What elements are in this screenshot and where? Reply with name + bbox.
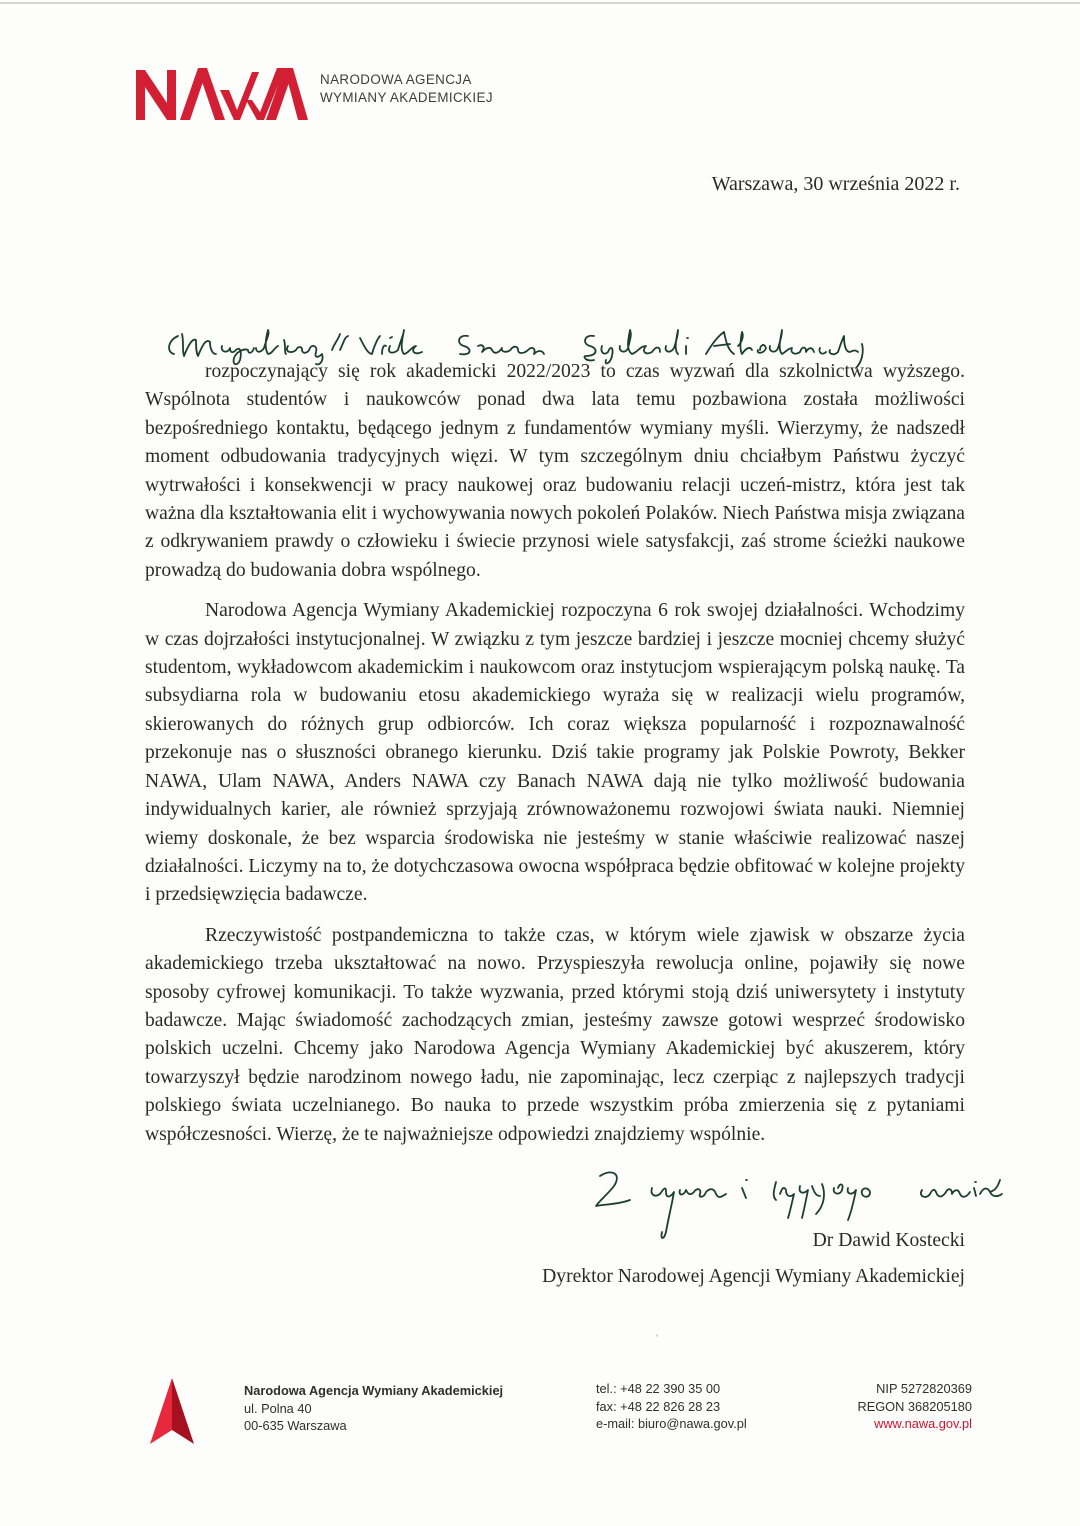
signer-name: Dr Dawid Kostecki [812, 1230, 965, 1251]
footer-registry [857, 1380, 972, 1433]
footer-tel: tel.: +48 22 390 35 00 [596, 1381, 721, 1396]
scan-speck: ˈ [655, 1332, 659, 1346]
signer-title: Dyrektor Narodowej Agencji Wymiany Akademickiej [542, 1266, 965, 1287]
agency-name-block [320, 71, 493, 107]
agency-name-line2: WYMIANY AKADEMICKIEJ [320, 90, 493, 105]
footer-contact [596, 1380, 747, 1433]
letter-paragraph-3: Rzeczywistość postpandemiczna to także czas, w którym wiele zjawisk w obszarze życia akademickiego trzeba ukształtować na nowo. Przyspieszyła rewolucja online, pojawiły się nowe sposoby cyfrowej komunikacji. To także wyzwania, przed którymi stoją dziś uniwersytety i instytuty badawcze. Mając świadomość zachodzących zmian, jesteśmy zawsze gotowi wesprzeć środowisko polskich uczelni. Chcemy jako Narodowa Agencja Wymiany Akademickiej być akuszerem, który towarzyszył będzie narodzinom nowego ładu, nie zapominając, lecz czerpiąc z najlepszych tradycji polskiego świata uczelnianego. Bo nauka to przede wszystkim próba zmierzenia się z pytaniami współczesności. Wierzę, że te najważniejsze odpowiedzi znajdziemy wspólnie. [145, 924, 965, 1145]
footer-fax: fax: +48 22 826 28 23 [596, 1398, 721, 1414]
letter-paragraph-2: Narodowa Agencja Wymiany Akademickiej rozpoczyna 6 rok swojej działalności. Wchodzimy w czas dojrzałości instytucjonalnej. W związku z tym jeszcze bardziej i jeszcze mocniej chcemy służyć studentom, wykładowcom akademickim i naukowcom oraz instytucjom wspierającym polską naukę. Ta subsydiarna rola w budowaniu etosu akademickiego wyraża się w realizacji wielu programów, skierowanych do różnych grup odbiorców. Ich coraz większa popularność i rozpoznawalność przekonuje nas o słuszności obranego kierunku. Dziś takie programy jak Polskie Powroty, Bekker NAWA, Ulam NAWA, Anders NAWA czy Banach NAWA dają nie tylko możliwość budowania indywidualnych karier, ale również sprzyjają zrównoważonemu rozwojowi świata nauki. Niemniej wiemy doskonale, że bez wsparcia środowiska nie jesteśmy w stanie właściwie realizować naszej działalności. Liczymy na to, że dotychczasowa owocna współpraca będzie obfitować w kolejne projekty i przedsięwzięcia badawcze. [145, 600, 965, 906]
footer-email: e-mail: biuro@nawa.gov.pl [596, 1416, 747, 1432]
footer-address [244, 1382, 503, 1435]
footer-nip: NIP 5272820369 [876, 1381, 972, 1396]
letter-paragraph-1: rozpoczynający się rok akademicki 2022/2023 to czas wyzwań dla szkolnictwa wyższego. Wspólnota studentów i naukowców ponad dwa lata temu pozbawiona została możliwości bezpośredniego kontaktu, będącego jednym z fundamentów wymiany myśli. Wierzymy, że nadszedł moment odbudowania tradycyjnych więzi. W tym szczególnym dniu chciałbym Państwu życzyć wytrwałości i konsekwencji w pracy naukowej oraz budowaniu relacji uczeń-mistrz, która jest tak ważna dla kształtowania elit i wychowywania nowych pokoleń Polaków. Niech Państwa misja związana z odkrywaniem prawdy o człowieku i świecie przynosi wiele satysfakcji, zaś strome ścieżki naukowe prowadzą do budowania dobra wspólnego. [145, 361, 965, 581]
footer-org-name: Narodowa Agencja Wymiany Akademickiej [244, 1383, 504, 1398]
nawa-logo [136, 66, 308, 120]
nawa-triangle-logo-icon [150, 1378, 194, 1444]
footer-regon: REGON 368205180 [857, 1398, 972, 1414]
handwritten-closing-signature [586, 1160, 1036, 1250]
scan-edge-line [0, 2, 1080, 4]
footer-street: ul. Polna 40 [244, 1400, 312, 1416]
agency-name-line1: NARODOWA AGENCJA [320, 72, 472, 87]
letter-date: Warszawa, 30 września 2022 r. [711, 173, 960, 195]
footer-city: 00-635 Warszawa [244, 1418, 347, 1434]
letter-body [145, 358, 965, 1149]
footer-website-link[interactable]: www.nawa.gov.pl [874, 1416, 972, 1432]
